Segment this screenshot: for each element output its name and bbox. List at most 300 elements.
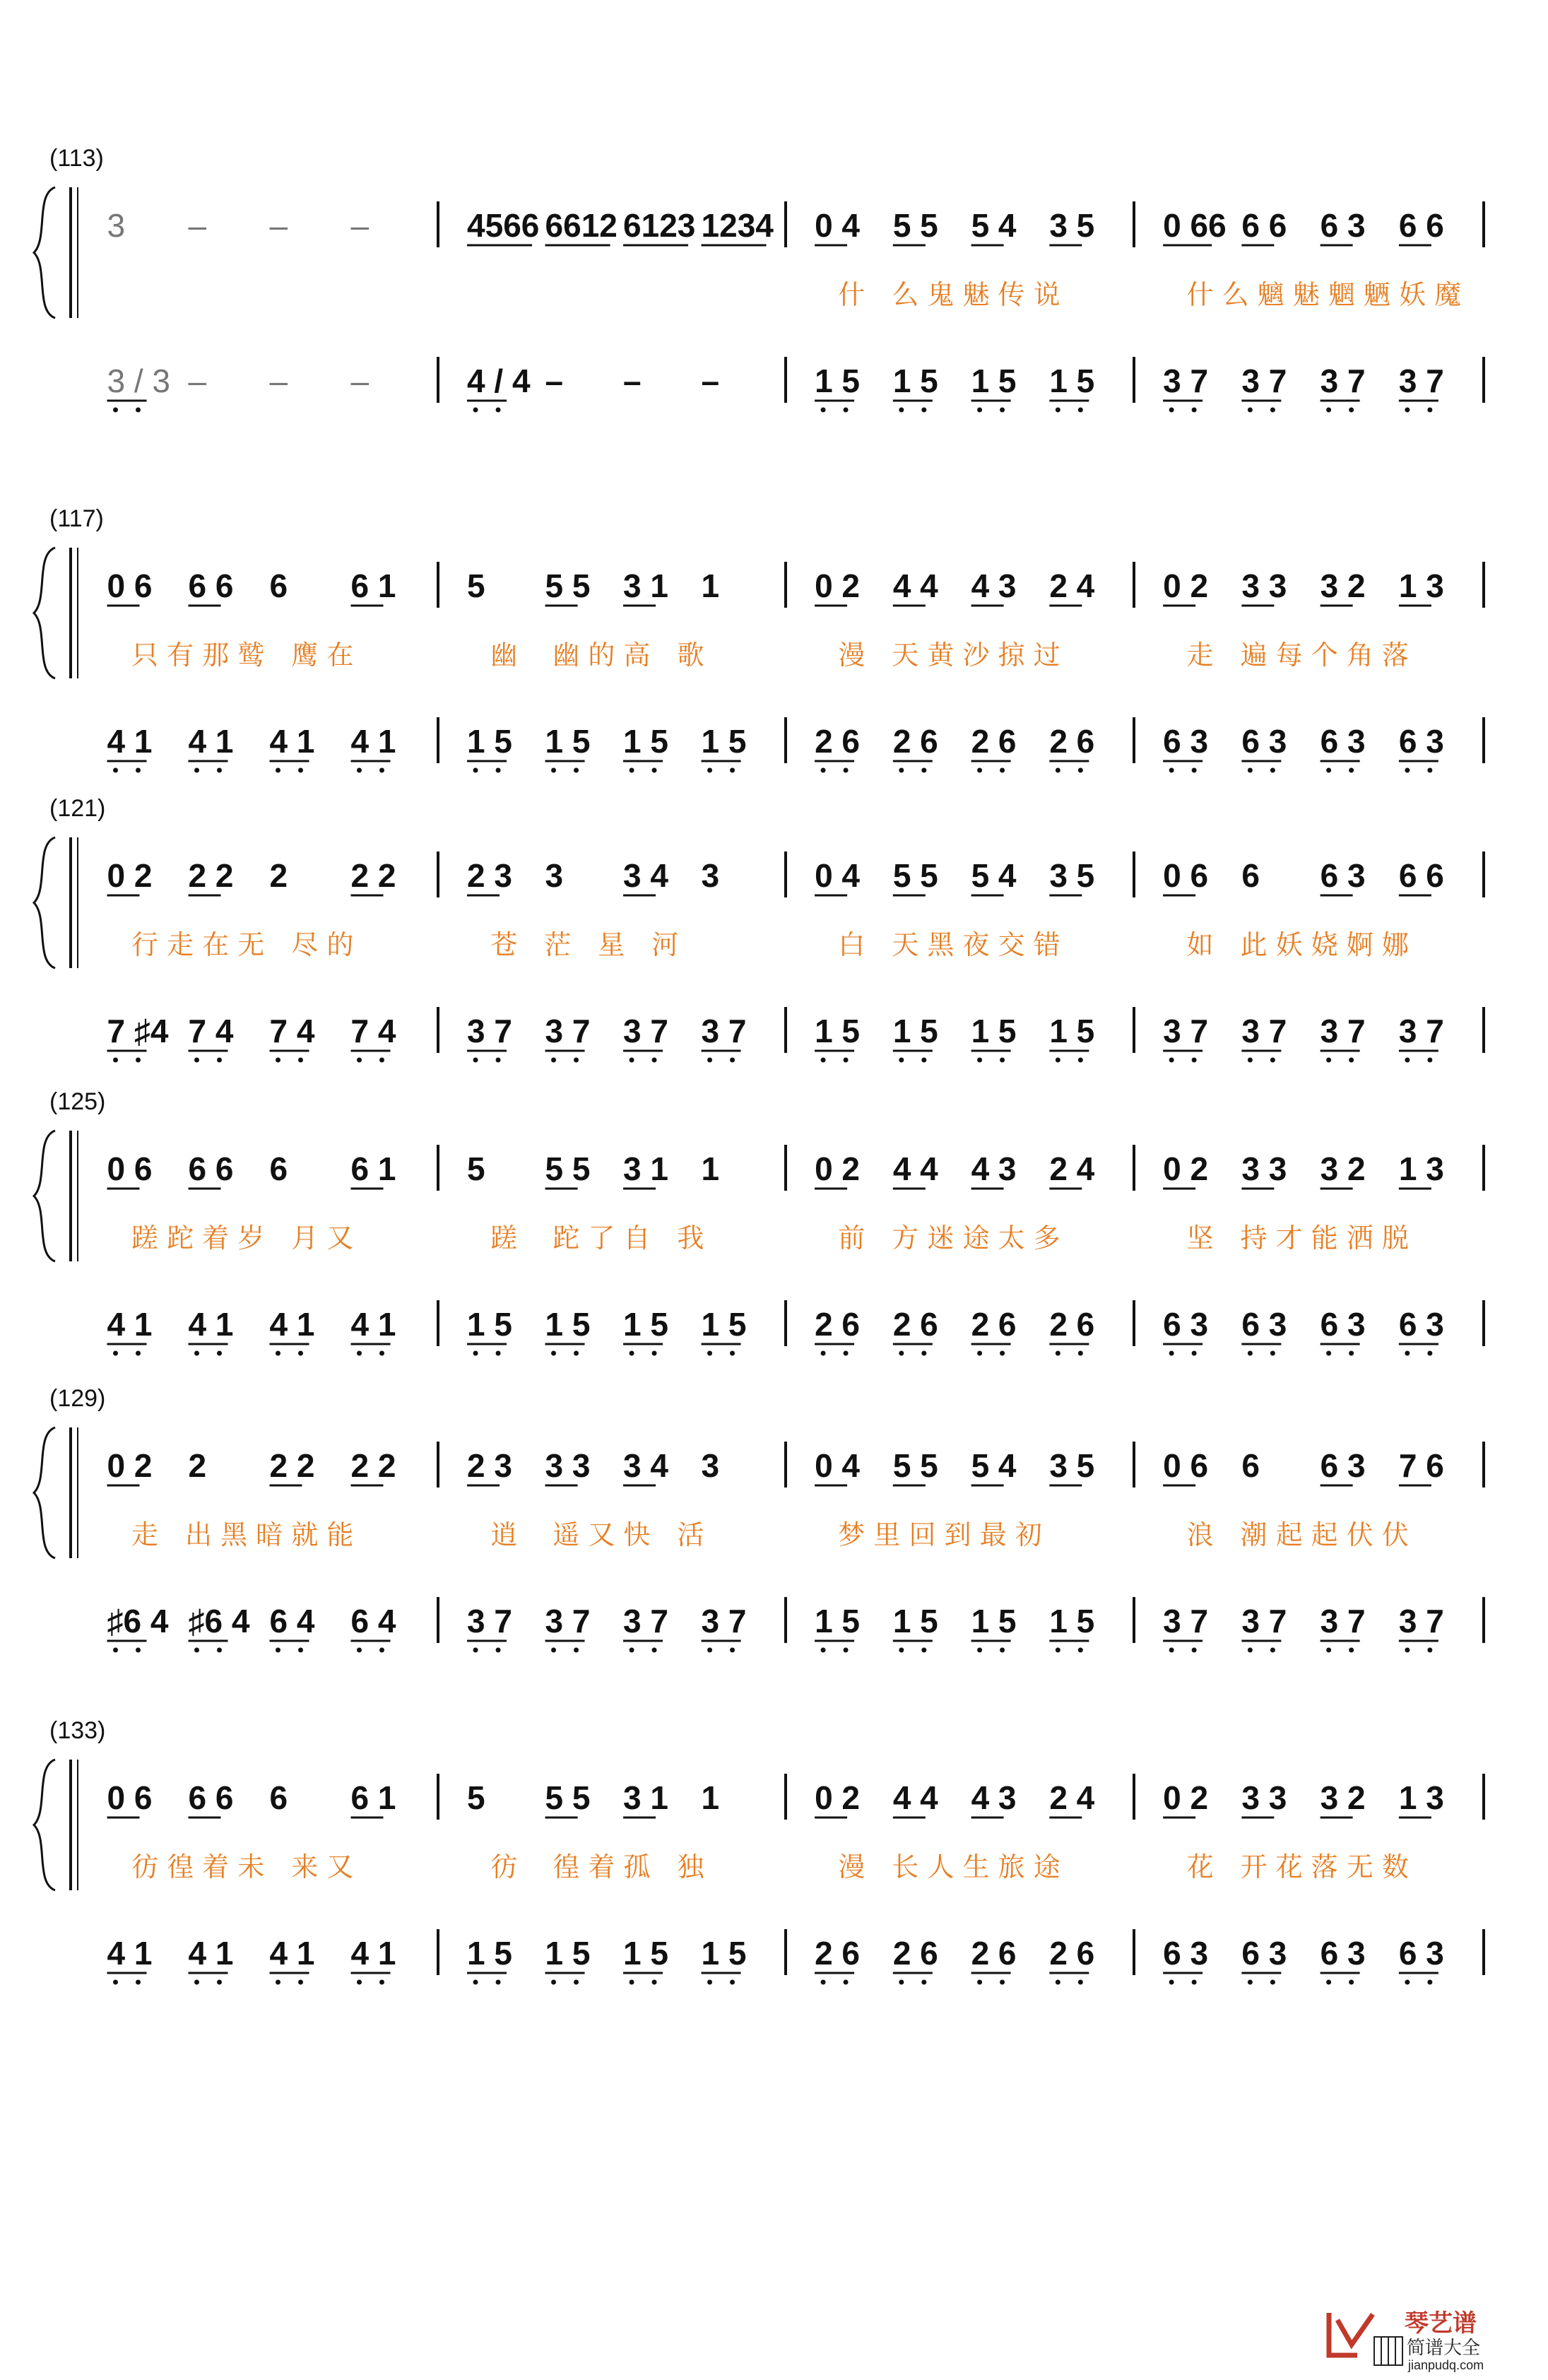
bass-note: 3 7 bbox=[701, 1603, 747, 1639]
octave-dot bbox=[844, 768, 849, 773]
melody-note: 6 bbox=[269, 567, 288, 604]
melody-note: 4 3 bbox=[971, 1779, 1017, 1816]
melody-note: 5 bbox=[467, 567, 485, 604]
bass-note: 2 6 bbox=[815, 1306, 861, 1343]
bass-note: 3 7 bbox=[1241, 1603, 1287, 1639]
bass-note: 1 5 bbox=[892, 1603, 938, 1639]
octave-dot bbox=[1248, 1058, 1253, 1063]
octave-dot bbox=[298, 1058, 303, 1063]
lyric-line: 彷 徨 着 未 来 又 bbox=[131, 1851, 354, 1883]
octave-dot bbox=[1169, 768, 1174, 773]
octave-dot bbox=[844, 1351, 849, 1356]
melody-note: 6 bbox=[1241, 1447, 1260, 1484]
melody-note: 0 2 bbox=[1163, 567, 1209, 604]
bass-note: 6 3 bbox=[1241, 1935, 1287, 1972]
bass-note: 3 7 bbox=[545, 1013, 591, 1049]
octave-dot bbox=[1248, 768, 1253, 773]
octave-dot bbox=[1248, 1648, 1253, 1653]
bass-note: 2 6 bbox=[892, 1306, 938, 1343]
bass-note: 2 6 bbox=[892, 1935, 938, 1972]
octave-dot bbox=[136, 768, 141, 773]
melody-note: 6 bbox=[269, 1150, 288, 1187]
octave-dot bbox=[730, 1980, 735, 1985]
octave-dot bbox=[1248, 1351, 1253, 1356]
octave-dot bbox=[379, 768, 384, 773]
lyric-line: 浪 潮 起 起 伏 伏 bbox=[1186, 1519, 1409, 1550]
octave-dot bbox=[977, 1351, 982, 1356]
melody-note: 5 5 bbox=[545, 1779, 591, 1816]
octave-dot bbox=[113, 768, 118, 773]
octave-dot bbox=[630, 1058, 634, 1063]
octave-dot bbox=[113, 1980, 118, 1985]
melody-note: 0 2 bbox=[107, 1447, 153, 1484]
octave-dot bbox=[194, 768, 199, 773]
melody-note: 6 1 bbox=[350, 1779, 396, 1816]
octave-dot bbox=[1078, 1058, 1083, 1063]
octave-dot bbox=[1192, 1648, 1197, 1653]
octave-dot bbox=[276, 768, 280, 773]
melody-note: 3 bbox=[701, 857, 720, 894]
melody-note: 5 4 bbox=[971, 1447, 1017, 1484]
bass-note: – bbox=[350, 363, 370, 399]
octave-dot bbox=[630, 1648, 634, 1653]
octave-dot bbox=[1000, 1648, 1005, 1653]
melody-note: 0 6 bbox=[107, 1779, 153, 1816]
octave-dot bbox=[1169, 408, 1174, 413]
bass-note: 1 5 bbox=[701, 723, 747, 760]
octave-dot bbox=[379, 1351, 384, 1356]
bass-note: 1 5 bbox=[467, 723, 513, 760]
system-brace bbox=[34, 548, 55, 678]
bass-note: 7 4 bbox=[188, 1013, 234, 1049]
octave-dot bbox=[1349, 1058, 1354, 1063]
melody-note: 2 3 bbox=[467, 857, 513, 894]
octave-dot bbox=[1078, 1351, 1083, 1356]
bass-note: 1 5 bbox=[701, 1935, 747, 1972]
octave-dot bbox=[1349, 1351, 1354, 1356]
octave-dot bbox=[630, 1980, 634, 1985]
octave-dot bbox=[921, 1648, 926, 1653]
octave-dot bbox=[1000, 408, 1005, 413]
octave-dot bbox=[921, 1058, 926, 1063]
octave-dot bbox=[707, 1058, 712, 1063]
melody-note: 1234 bbox=[701, 207, 774, 244]
octave-dot bbox=[574, 1648, 579, 1653]
measure-number: (125) bbox=[49, 1088, 106, 1115]
octave-dot bbox=[496, 408, 501, 413]
octave-dot bbox=[217, 1980, 222, 1985]
octave-dot bbox=[136, 1980, 141, 1985]
bass-note: 6 4 bbox=[350, 1603, 396, 1639]
bass-note: 3 7 bbox=[1241, 363, 1287, 399]
octave-dot bbox=[730, 1058, 735, 1063]
bass-note: 4 1 bbox=[107, 1306, 153, 1343]
system-129 bbox=[34, 1385, 1484, 1653]
melody-note: 1 3 bbox=[1398, 567, 1444, 604]
octave-dot bbox=[1427, 1648, 1432, 1653]
melody-note: 3 3 bbox=[1241, 567, 1287, 604]
bass-note: 3 7 bbox=[467, 1603, 513, 1639]
octave-dot bbox=[136, 1351, 141, 1356]
melody-note: 1 3 bbox=[1398, 1150, 1444, 1187]
bass-note: – bbox=[545, 363, 564, 399]
melody-note: 2 4 bbox=[1049, 1779, 1095, 1816]
melody-note: 3 4 bbox=[623, 1447, 669, 1484]
octave-dot bbox=[821, 1980, 826, 1985]
octave-dot bbox=[1326, 1351, 1331, 1356]
bass-note: 2 6 bbox=[971, 723, 1017, 760]
octave-dot bbox=[276, 1980, 280, 1985]
octave-dot bbox=[1056, 408, 1060, 413]
octave-dot bbox=[1326, 1058, 1331, 1063]
octave-dot bbox=[1326, 408, 1331, 413]
octave-dot bbox=[194, 1980, 199, 1985]
bass-note: 1 5 bbox=[892, 363, 938, 399]
octave-dot bbox=[496, 768, 501, 773]
octave-dot bbox=[899, 1980, 904, 1985]
lyric-line: 如 此 妖 娆 婀 娜 bbox=[1186, 929, 1409, 960]
octave-dot bbox=[1405, 1058, 1410, 1063]
bass-note: 1 5 bbox=[545, 1306, 591, 1343]
melody-note: 6 6 bbox=[188, 1779, 234, 1816]
octave-dot bbox=[730, 768, 735, 773]
melody-note: 1 3 bbox=[1398, 1779, 1444, 1816]
bass-note: 1 5 bbox=[623, 723, 669, 760]
bass-note: 3 7 bbox=[1320, 1603, 1366, 1639]
octave-dot bbox=[136, 408, 141, 413]
melody-note: 0 6 bbox=[1163, 857, 1209, 894]
lyric-line: 什 么 魑 魅 魍 魉 妖 魔 bbox=[1186, 279, 1462, 310]
bass-note: 3 / 3 bbox=[107, 363, 171, 399]
bass-note: 4 / 4 bbox=[467, 363, 531, 399]
lyric-line: 幽 幽 的 高 歌 bbox=[490, 640, 704, 671]
octave-dot bbox=[1349, 1980, 1354, 1985]
octave-dot bbox=[1078, 408, 1083, 413]
bass-note: 4 1 bbox=[107, 1935, 153, 1972]
octave-dot bbox=[1056, 1648, 1060, 1653]
octave-dot bbox=[473, 1980, 478, 1985]
bass-note: 1 5 bbox=[545, 1935, 591, 1972]
lyric-line: 坚 持 才 能 洒 脱 bbox=[1186, 1223, 1409, 1254]
lyric-line: 什 么 鬼 魅 传 说 bbox=[838, 279, 1060, 310]
bass-note: 3 7 bbox=[1163, 1603, 1209, 1639]
melody-note: 2 2 bbox=[269, 1447, 315, 1484]
lyric-line: 彷 徨 着 孤 独 bbox=[490, 1851, 704, 1883]
octave-dot bbox=[113, 1648, 118, 1653]
melody-note: 6 6 bbox=[1398, 857, 1444, 894]
lyric-line: 行 走 在 无 尽 的 bbox=[131, 929, 354, 960]
bass-note: 7 ♯4 bbox=[107, 1013, 169, 1049]
melody-note: 3 1 bbox=[623, 567, 669, 604]
octave-dot bbox=[707, 1648, 712, 1653]
octave-dot bbox=[821, 768, 826, 773]
bass-note: 2 6 bbox=[892, 723, 938, 760]
melody-note: 3 4 bbox=[623, 857, 669, 894]
octave-dot bbox=[844, 408, 849, 413]
logo-site-url: jianpudq.com bbox=[1408, 2358, 1484, 2372]
bass-note: 3 7 bbox=[623, 1603, 669, 1639]
octave-dot bbox=[1000, 1980, 1005, 1985]
melody-note: 4 3 bbox=[971, 1150, 1017, 1187]
bass-note: 6 3 bbox=[1163, 1935, 1209, 1972]
bass-note: 1 5 bbox=[623, 1935, 669, 1972]
bass-note: 1 5 bbox=[701, 1306, 747, 1343]
octave-dot bbox=[217, 768, 222, 773]
melody-note: 4 4 bbox=[892, 567, 938, 604]
melody-note: 6 1 bbox=[350, 567, 396, 604]
octave-dot bbox=[496, 1058, 501, 1063]
melody-note: 6612 bbox=[545, 207, 618, 244]
octave-dot bbox=[652, 1058, 657, 1063]
melody-note: 3 5 bbox=[1049, 207, 1095, 244]
octave-dot bbox=[844, 1648, 849, 1653]
octave-dot bbox=[473, 1351, 478, 1356]
octave-dot bbox=[298, 1648, 303, 1653]
octave-dot bbox=[1000, 768, 1005, 773]
octave-dot bbox=[1427, 408, 1432, 413]
octave-dot bbox=[551, 1351, 556, 1356]
melody-note: 5 5 bbox=[545, 1150, 591, 1187]
bass-note: 6 3 bbox=[1398, 723, 1444, 760]
octave-dot bbox=[276, 1648, 280, 1653]
melody-note: 0 2 bbox=[1163, 1150, 1209, 1187]
logo-site-cn: 简谱大全 bbox=[1407, 2338, 1481, 2359]
octave-dot bbox=[1270, 1648, 1275, 1653]
octave-dot bbox=[1270, 768, 1275, 773]
melody-note: 0 4 bbox=[815, 207, 861, 244]
octave-dot bbox=[574, 1351, 579, 1356]
octave-dot bbox=[1192, 408, 1197, 413]
bass-note: 1 5 bbox=[892, 1013, 938, 1049]
lyric-line: 只 有 那 鹫 鹰 在 bbox=[131, 640, 354, 671]
melody-note: 6 6 bbox=[1398, 207, 1444, 244]
octave-dot bbox=[574, 1980, 579, 1985]
bass-note: 1 5 bbox=[815, 363, 861, 399]
bass-note: 1 5 bbox=[467, 1935, 513, 1972]
melody-note: 0 2 bbox=[815, 1150, 861, 1187]
lyric-line: 走 遍 每 个 角 落 bbox=[1186, 640, 1409, 671]
melody-note: 2 3 bbox=[467, 1447, 513, 1484]
melody-note: 3 bbox=[545, 857, 564, 894]
measure-number: (113) bbox=[49, 145, 104, 172]
octave-dot bbox=[574, 768, 579, 773]
melody-note: 2 2 bbox=[350, 1447, 396, 1484]
octave-dot bbox=[357, 1648, 362, 1653]
octave-dot bbox=[194, 1351, 199, 1356]
bass-note: 3 7 bbox=[1398, 363, 1444, 399]
melody-note: 3 1 bbox=[623, 1150, 669, 1187]
octave-dot bbox=[276, 1058, 280, 1063]
bass-note: 1 5 bbox=[1049, 363, 1095, 399]
lyric-line: 蹉 跎 着 岁 月 又 bbox=[131, 1223, 354, 1254]
octave-dot bbox=[379, 1058, 384, 1063]
octave-dot bbox=[113, 1351, 118, 1356]
octave-dot bbox=[473, 408, 478, 413]
bass-note: 3 7 bbox=[1398, 1603, 1444, 1639]
bass-note: ♯6 4 bbox=[188, 1603, 250, 1639]
melody-note: 0 6 bbox=[107, 567, 153, 604]
octave-dot bbox=[1270, 1980, 1275, 1985]
bass-note: ♯6 4 bbox=[107, 1603, 169, 1639]
system-brace bbox=[34, 187, 55, 318]
octave-dot bbox=[707, 768, 712, 773]
octave-dot bbox=[921, 1980, 926, 1985]
bass-note: 1 5 bbox=[815, 1013, 861, 1049]
bass-note: 1 5 bbox=[545, 723, 591, 760]
octave-dot bbox=[821, 1058, 826, 1063]
bass-note: 7 4 bbox=[350, 1013, 396, 1049]
melody-note: 0 2 bbox=[815, 1779, 861, 1816]
bass-note: 6 3 bbox=[1398, 1935, 1444, 1972]
octave-dot bbox=[977, 408, 982, 413]
melody-note: 4 4 bbox=[892, 1150, 938, 1187]
melody-note: 0 2 bbox=[107, 857, 153, 894]
lyric-line: 苍 茫 星 河 bbox=[490, 929, 679, 960]
bass-note: 1 5 bbox=[971, 1013, 1017, 1049]
bass-note: 2 6 bbox=[1049, 723, 1095, 760]
octave-dot bbox=[977, 1980, 982, 1985]
bass-note: 3 7 bbox=[1398, 1013, 1444, 1049]
bass-note: 1 5 bbox=[971, 363, 1017, 399]
melody-note: 5 5 bbox=[892, 207, 938, 244]
melody-note: 2 2 bbox=[350, 857, 396, 894]
measure-number: (133) bbox=[49, 1717, 106, 1744]
melody-note: 0 2 bbox=[1163, 1779, 1209, 1816]
octave-dot bbox=[217, 1648, 222, 1653]
logo-graphic bbox=[1323, 2306, 1535, 2373]
lyric-line: 白 天 黑 夜 交 错 bbox=[838, 929, 1060, 960]
melody-note: 6 3 bbox=[1320, 207, 1366, 244]
bass-note: 4 1 bbox=[269, 723, 315, 760]
octave-dot bbox=[113, 408, 118, 413]
melody-note: 3 2 bbox=[1320, 1779, 1366, 1816]
melody-note: 0 4 bbox=[815, 1447, 861, 1484]
bass-note: 4 1 bbox=[350, 723, 396, 760]
octave-dot bbox=[1078, 1648, 1083, 1653]
bass-note: 1 5 bbox=[1049, 1013, 1095, 1049]
octave-dot bbox=[652, 1351, 657, 1356]
melody-note: 1 bbox=[701, 1779, 720, 1816]
melody-note: 5 bbox=[467, 1779, 485, 1816]
melody-note: 3 bbox=[701, 1447, 720, 1484]
octave-dot bbox=[194, 1648, 199, 1653]
octave-dot bbox=[899, 408, 904, 413]
octave-dot bbox=[1169, 1648, 1174, 1653]
octave-dot bbox=[496, 1648, 501, 1653]
octave-dot bbox=[1169, 1351, 1174, 1356]
bass-note: 6 3 bbox=[1163, 1306, 1209, 1343]
melody-note: 6 bbox=[269, 1779, 288, 1816]
octave-dot bbox=[113, 1058, 118, 1063]
bass-note: 6 3 bbox=[1320, 1306, 1366, 1343]
melody-note: 6 6 bbox=[1241, 207, 1287, 244]
melody-note: 3 3 bbox=[1241, 1150, 1287, 1187]
melody-note: 3 3 bbox=[1241, 1779, 1287, 1816]
bass-note: 7 4 bbox=[269, 1013, 315, 1049]
octave-dot bbox=[1192, 1980, 1197, 1985]
bass-note: 3 7 bbox=[1241, 1013, 1287, 1049]
bass-note: – bbox=[269, 363, 288, 399]
system-125 bbox=[34, 1088, 1484, 1356]
measure-number: (129) bbox=[49, 1385, 106, 1412]
octave-dot bbox=[298, 1351, 303, 1356]
octave-dot bbox=[217, 1351, 222, 1356]
melody-note: 0 4 bbox=[815, 857, 861, 894]
octave-dot bbox=[1405, 408, 1410, 413]
bass-note: 6 3 bbox=[1398, 1306, 1444, 1343]
bass-note: 4 1 bbox=[188, 1935, 234, 1972]
bass-note: 1 5 bbox=[971, 1603, 1017, 1639]
octave-dot bbox=[379, 1648, 384, 1653]
bass-note: 1 5 bbox=[467, 1306, 513, 1343]
lyric-line: 漫 长 人 生 旅 途 bbox=[838, 1851, 1060, 1883]
octave-dot bbox=[1056, 1351, 1060, 1356]
melody-note: 5 5 bbox=[892, 857, 938, 894]
octave-dot bbox=[844, 1980, 849, 1985]
bass-note: 4 1 bbox=[269, 1306, 315, 1343]
octave-dot bbox=[1248, 1980, 1253, 1985]
bass-note: 3 7 bbox=[1163, 363, 1209, 399]
bass-note: 2 6 bbox=[1049, 1935, 1095, 1972]
octave-dot bbox=[899, 1351, 904, 1356]
logo-mark-icon bbox=[1329, 2313, 1373, 2355]
lyric-line: 走 出 黑 暗 就 能 bbox=[131, 1519, 354, 1550]
octave-dot bbox=[276, 1351, 280, 1356]
melody-note: 0 6 bbox=[1163, 1447, 1209, 1484]
melody-note: 6 bbox=[1241, 857, 1260, 894]
melody-note: 3 5 bbox=[1049, 857, 1095, 894]
bass-note: 6 4 bbox=[269, 1603, 315, 1639]
octave-dot bbox=[357, 1980, 362, 1985]
octave-dot bbox=[496, 1351, 501, 1356]
melody-note: 6123 bbox=[623, 207, 696, 244]
melody-note: 1 bbox=[701, 567, 720, 604]
octave-dot bbox=[551, 1058, 556, 1063]
octave-dot bbox=[1427, 1058, 1432, 1063]
octave-dot bbox=[1270, 1351, 1275, 1356]
melody-note: 0 2 bbox=[815, 567, 861, 604]
octave-dot bbox=[821, 1648, 826, 1653]
bass-note: 2 6 bbox=[815, 723, 861, 760]
bass-note: 2 6 bbox=[1049, 1306, 1095, 1343]
octave-dot bbox=[136, 1058, 141, 1063]
melody-note: 2 bbox=[188, 1447, 207, 1484]
bass-note: 3 7 bbox=[545, 1603, 591, 1639]
octave-dot bbox=[496, 1980, 501, 1985]
melody-note: 6 6 bbox=[188, 567, 234, 604]
melody-note: 2 2 bbox=[188, 857, 234, 894]
site-logo bbox=[1323, 2306, 1535, 2373]
melody-note: 0 6 bbox=[107, 1150, 153, 1187]
octave-dot bbox=[473, 768, 478, 773]
octave-dot bbox=[1000, 1058, 1005, 1063]
melody-note: 4566 bbox=[467, 207, 540, 244]
octave-dot bbox=[357, 1058, 362, 1063]
bass-note: 1 5 bbox=[623, 1306, 669, 1343]
bass-note: 6 3 bbox=[1241, 1306, 1287, 1343]
octave-dot bbox=[844, 1058, 849, 1063]
melody-note: – bbox=[350, 207, 370, 244]
octave-dot bbox=[1078, 768, 1083, 773]
melody-note: 6 3 bbox=[1320, 1447, 1366, 1484]
bass-note: 3 7 bbox=[467, 1013, 513, 1049]
melody-note: 5 4 bbox=[971, 857, 1017, 894]
bass-note: 2 6 bbox=[815, 1935, 861, 1972]
bass-note: 3 7 bbox=[701, 1013, 747, 1049]
melody-note: 2 4 bbox=[1049, 567, 1095, 604]
octave-dot bbox=[630, 1351, 634, 1356]
bass-note: 6 3 bbox=[1241, 723, 1287, 760]
